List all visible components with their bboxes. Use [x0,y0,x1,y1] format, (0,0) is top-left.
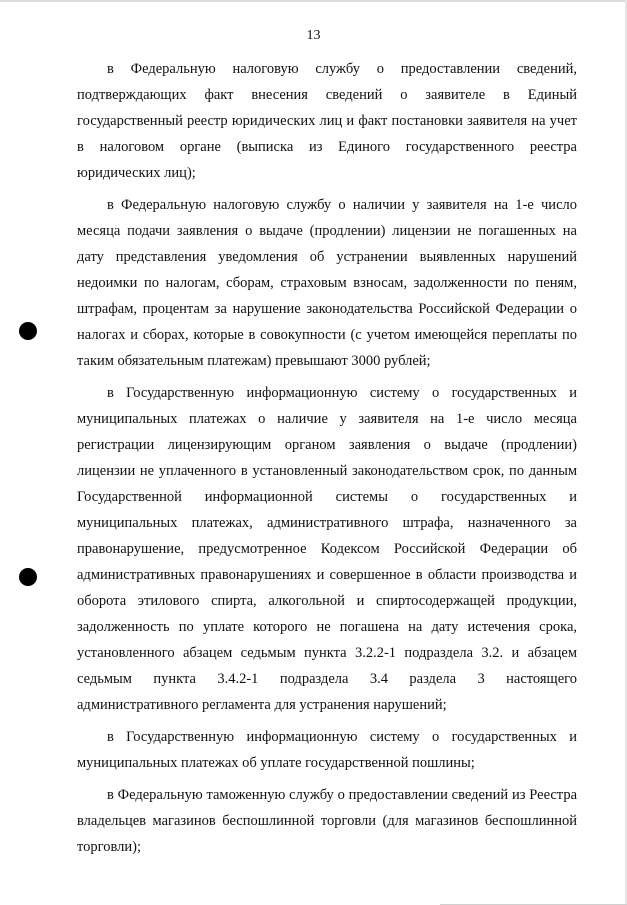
paragraph-gis-gmp-fine: в Государственную информационную систему о государственных и муниципальных платежах о наличие у заявителя на 1-е число месяца регистрации лицензирующим органом заявления о выдаче (продлении) лицензии не уплаченного в установленный законодательством срок, по данным Государственной информационной системы о государственных и муниципальных платежах, административного штрафа, назначенного за правонарушение, предусмотренное Кодексом Российской Федерации об административных правонарушениях и совершенное в области производства и оборота этилового спирта, алкогольной и спиртосодержащей продукции, задолженность по уплате которого не погашена на дату истечения срока, установленного абзацем седьмым пункта 3.2.2-1 подраздела 3.2. и абзацем седьмым пункта 3.4.2-1 подраздела 3.4 раздела 3 настоящего административного регламента для устранения нарушений; [77,385,577,713]
scan-edge-top [0,0,627,2]
document-body [77,56,577,866]
page-number: 13 [306,28,321,43]
paragraph-gis-gmp-duty: в Государственную информационную систему о государственных и муниципальных платежах об уплате государственной пошлины; [77,729,577,771]
paragraph-fts-duty-free: в Федеральную таможенную службу о предоставлении сведений из Реестра владельцев магазинов беспошлинной торговли (для магазинов беспошлинной торговли); [77,787,577,855]
paragraph-fns-tax-debt: в Федеральную налоговую службу о наличии у заявителя на 1-е число месяца подачи заявления о выдаче (продлении) лицензии не погашенных на дату представления уведомления об устранении выявленных нарушений недоимки по налогам, сборам, страховым взносам, задолженности по пеням, штрафам, процентам за нарушение законодательства Российской Федерации о налогах и сборах, которые в совокупности (с учетом имеющейся переплаты по таким обязательным платежам) превышают 3000 рублей; [77,197,577,369]
paragraph-fns-egrul: в Федеральную налоговую службу о предоставлении сведений, подтверждающих факт внесения сведений о заявителе в Единый государственный реестр юридических лиц и факт постановки заявителя на учет в налоговом органе (выписка из Единого государственного реестра юридических лиц); [77,61,577,181]
punch-hole-mark [19,322,37,340]
punch-hole-mark [19,568,37,586]
